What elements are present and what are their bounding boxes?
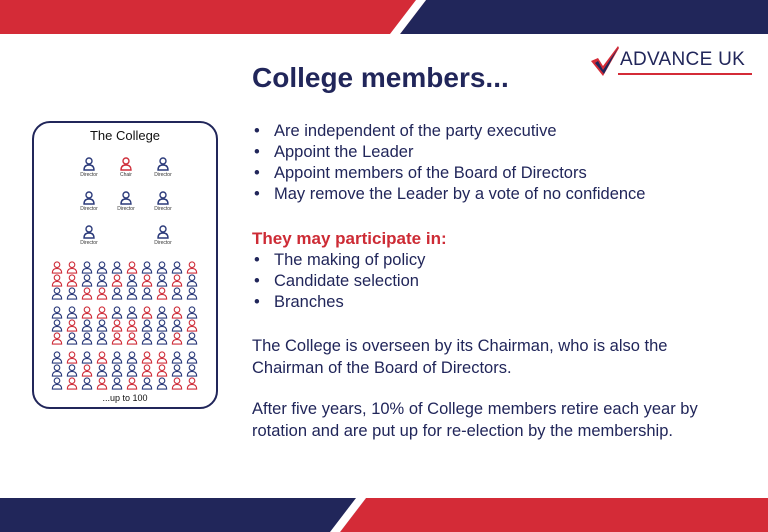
person-icon: [81, 364, 93, 377]
person-icon: [66, 319, 78, 332]
director-member: [71, 225, 107, 246]
list-item: • Appoint the Leader: [252, 142, 645, 163]
chair-member: [108, 157, 144, 178]
person-icon: [171, 306, 183, 319]
person-icon: [120, 191, 132, 205]
person-icon: [51, 306, 63, 319]
chairman-paragraph: The College is overseen by its Chairman, who is also the Chairman of the Board of Directors.: [252, 337, 668, 377]
person-icon: [141, 351, 153, 364]
person-icon: [186, 261, 198, 274]
role-label: Director: [154, 206, 172, 212]
person-icon: [66, 364, 78, 377]
person-icon: [156, 364, 168, 377]
role-label: Director: [80, 206, 98, 212]
person-icon: [96, 261, 108, 274]
role-label: Chair: [120, 172, 132, 178]
person-icon: [51, 377, 63, 390]
person-icon: [96, 364, 108, 377]
person-icon: [111, 287, 123, 300]
director-member: [71, 157, 107, 178]
person-icon: [66, 274, 78, 287]
person-icon: [66, 377, 78, 390]
checkmark-icon: [588, 44, 622, 78]
person-icon: [157, 225, 169, 239]
person-icon: [186, 306, 198, 319]
person-icon: [81, 306, 93, 319]
director-member: [145, 157, 181, 178]
bottom-banner: [0, 498, 768, 532]
person-icon: [186, 319, 198, 332]
college-graphic: [32, 121, 218, 409]
person-icon: [157, 191, 169, 205]
participation-heading: They may participate in:: [252, 229, 447, 248]
role-label: Director: [80, 172, 98, 178]
person-icon: [51, 364, 63, 377]
role-label: Director: [80, 240, 98, 246]
person-icon: [171, 377, 183, 390]
person-icon: [51, 319, 63, 332]
person-icon: [186, 274, 198, 287]
person-icon: [171, 364, 183, 377]
role-label: Director: [117, 206, 135, 212]
person-icon: [156, 261, 168, 274]
person-icon: [83, 157, 95, 171]
director-member: [71, 191, 107, 212]
person-icon: [126, 364, 138, 377]
person-icon: [156, 274, 168, 287]
person-icon: [51, 287, 63, 300]
role-label: Director: [154, 172, 172, 178]
person-icon: [81, 332, 93, 345]
person-icon: [141, 319, 153, 332]
person-icon: [141, 364, 153, 377]
brand-name: ADVANCE UK: [620, 49, 746, 70]
person-icon: [111, 261, 123, 274]
person-icon: [157, 157, 169, 171]
person-icon: [126, 274, 138, 287]
director-member: [108, 191, 144, 212]
person-icon: [51, 274, 63, 287]
person-icon: [126, 287, 138, 300]
person-icon: [126, 377, 138, 390]
advance-uk-logo: [588, 42, 756, 82]
person-icon: [156, 351, 168, 364]
person-icon: [186, 332, 198, 345]
person-icon: [171, 287, 183, 300]
person-icon: [96, 306, 108, 319]
person-icon: [66, 261, 78, 274]
person-icon: [81, 274, 93, 287]
person-icon: [156, 332, 168, 345]
person-icon: [81, 319, 93, 332]
person-icon: [96, 332, 108, 345]
person-icon: [111, 377, 123, 390]
person-icon: [171, 319, 183, 332]
person-icon: [171, 274, 183, 287]
person-icon: [186, 287, 198, 300]
person-icon: [96, 274, 108, 287]
person-icon: [120, 157, 132, 171]
person-icon: [96, 287, 108, 300]
person-icon: [96, 319, 108, 332]
person-icon: [83, 191, 95, 205]
list-item: • Are independent of the party executive: [252, 121, 645, 142]
person-icon: [126, 261, 138, 274]
director-member: [145, 191, 181, 212]
role-label: Director: [154, 240, 172, 246]
person-icon: [81, 377, 93, 390]
person-icon: [111, 319, 123, 332]
person-icon: [186, 377, 198, 390]
person-icon: [141, 306, 153, 319]
person-icon: [141, 261, 153, 274]
list-item: • Appoint members of the Board of Directors: [252, 163, 645, 184]
person-icon: [171, 261, 183, 274]
person-icon: [66, 287, 78, 300]
person-icon: [126, 306, 138, 319]
person-icon: [126, 319, 138, 332]
person-icon: [111, 332, 123, 345]
person-icon: [156, 306, 168, 319]
person-icon: [141, 332, 153, 345]
person-icon: [51, 332, 63, 345]
person-icon: [81, 287, 93, 300]
logo-underline: [618, 73, 752, 75]
participation-list: [252, 250, 425, 313]
person-icon: [171, 332, 183, 345]
person-icon: [141, 274, 153, 287]
person-icon: [66, 332, 78, 345]
person-icon: [111, 306, 123, 319]
person-icon: [96, 351, 108, 364]
person-icon: [186, 351, 198, 364]
top-banner: [0, 0, 768, 34]
college-members-grid: [51, 261, 203, 387]
person-icon: [81, 261, 93, 274]
person-icon: [126, 332, 138, 345]
person-icon: [156, 377, 168, 390]
board-of-directors: [34, 123, 216, 246]
person-icon: [83, 225, 95, 239]
rotation-paragraph: After five years, 10% of College members retire each year by rotation and are put up for re-election by the membership.: [252, 400, 698, 440]
page-title: College members...: [252, 62, 509, 93]
list-item: • Candidate selection: [252, 271, 425, 292]
powers-list: [252, 121, 645, 205]
person-icon: [66, 351, 78, 364]
person-icon: [171, 351, 183, 364]
person-icon: [81, 351, 93, 364]
person-icon: [111, 351, 123, 364]
person-icon: [156, 287, 168, 300]
person-icon: [186, 364, 198, 377]
list-item: • The making of policy: [252, 250, 425, 271]
person-icon: [51, 351, 63, 364]
person-icon: [96, 377, 108, 390]
person-icon: [66, 306, 78, 319]
director-member: [145, 225, 181, 246]
person-icon: [126, 351, 138, 364]
person-icon: [156, 319, 168, 332]
person-icon: [141, 287, 153, 300]
list-item: • May remove the Leader by a vote of no confidence: [252, 184, 645, 205]
person-icon: [111, 364, 123, 377]
list-item: • Branches: [252, 292, 425, 313]
person-icon: [111, 274, 123, 287]
member-limit: ...up to 100: [102, 393, 148, 403]
college-title: The College: [89, 128, 161, 143]
person-icon: [141, 377, 153, 390]
person-icon: [51, 261, 63, 274]
